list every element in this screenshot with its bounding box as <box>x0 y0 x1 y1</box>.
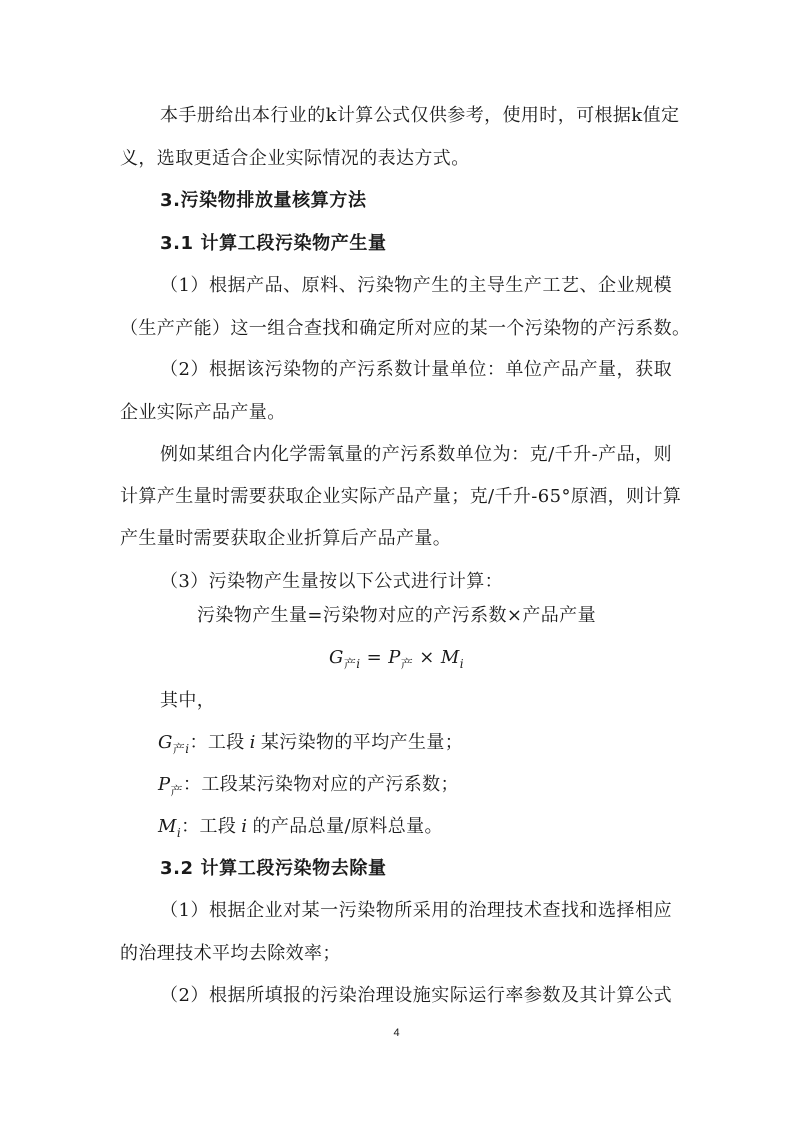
paragraph-line: 产生量时需要获取企业折算后产品产量。 <box>120 528 452 549</box>
paragraph-line: （2）根据该污染物的产污系数计量单位：单位产品产量，获取 <box>160 359 672 380</box>
definition-text: ：工段 <box>189 732 245 753</box>
paragraph-line: 的治理技术平均去除效率； <box>120 943 341 964</box>
subsection-heading: 3.1 计算工段污染物产生量 <box>160 233 387 254</box>
formula <box>0 646 793 676</box>
definition-symbol-sub: 产 <box>172 742 186 756</box>
paragraph-line: （2）根据所填报的污染治理设施实际运行率参数及其计算公式 <box>160 985 672 1006</box>
definition-symbol-sub: 产 <box>170 784 183 798</box>
formula-G-index: i <box>356 657 361 671</box>
paragraph-line: 例如某组合内化学需氧量的产污系数单位为：克/千升-产品，则 <box>160 444 672 465</box>
paragraph-line: （生产产能）这一组合查找和确定所对应的某一个污染物的产污系数。 <box>120 318 691 339</box>
paragraph-line: 义，选取更适合企业实际情况的表达方式。 <box>120 148 470 169</box>
definition-symbol-index: i <box>176 826 182 840</box>
page-number: 4 <box>393 1027 400 1039</box>
definition-index: i <box>241 816 248 837</box>
definition-text: 的产品总量/原料总量。 <box>252 816 443 837</box>
paragraph-line: 其中， <box>160 690 216 711</box>
formula-equals: = <box>360 647 389 668</box>
section-heading: 3.污染物排放量核算方法 <box>160 190 367 211</box>
definition-symbol: M <box>158 816 177 837</box>
paragraph-line: 企业实际产品产量。 <box>120 402 286 423</box>
subsection-heading: 3.2 计算工段污染物去除量 <box>160 858 387 879</box>
definition-text: ：工段 <box>181 816 237 837</box>
definition-symbol: G <box>158 732 173 753</box>
definition-G <box>158 731 463 761</box>
formula-G-sub: 产 <box>343 657 357 671</box>
definition-symbol: P <box>158 774 171 795</box>
definition-M <box>158 815 443 845</box>
paragraph-line: 计算产生量时需要获取企业实际产品产量；克/千升-65°原酒，则计算 <box>120 486 682 507</box>
definition-symbol-index: i <box>185 742 190 756</box>
definition-index: i <box>249 732 256 753</box>
definition-text: ：工段某污染物对应的产污系数； <box>182 774 459 795</box>
paragraph-line: （1）根据企业对某一污染物所采用的治理技术查找和选择相应 <box>160 900 672 921</box>
definition-P <box>158 773 459 803</box>
paragraph-line: （3）污染物产生量按以下公式进行计算： <box>160 571 504 592</box>
formula-G: G <box>329 647 344 668</box>
formula-times: × <box>413 647 441 668</box>
formula-text: 污染物产生量=污染物对应的产污系数×产品产量 <box>197 605 596 626</box>
formula-M: M <box>440 647 460 668</box>
paragraph-line: （1）根据产品、原料、污染物产生的主导生产工艺、企业规模 <box>160 275 672 296</box>
formula-M-index: i <box>459 657 464 671</box>
formula-P: P <box>388 647 401 668</box>
formula-P-sub: 产 <box>400 657 414 671</box>
paragraph-line: 本手册给出本行业的k计算公式仅供参考，使用时，可根据k值定 <box>160 105 680 126</box>
definition-text: 某污染物的平均产生量； <box>260 732 464 753</box>
